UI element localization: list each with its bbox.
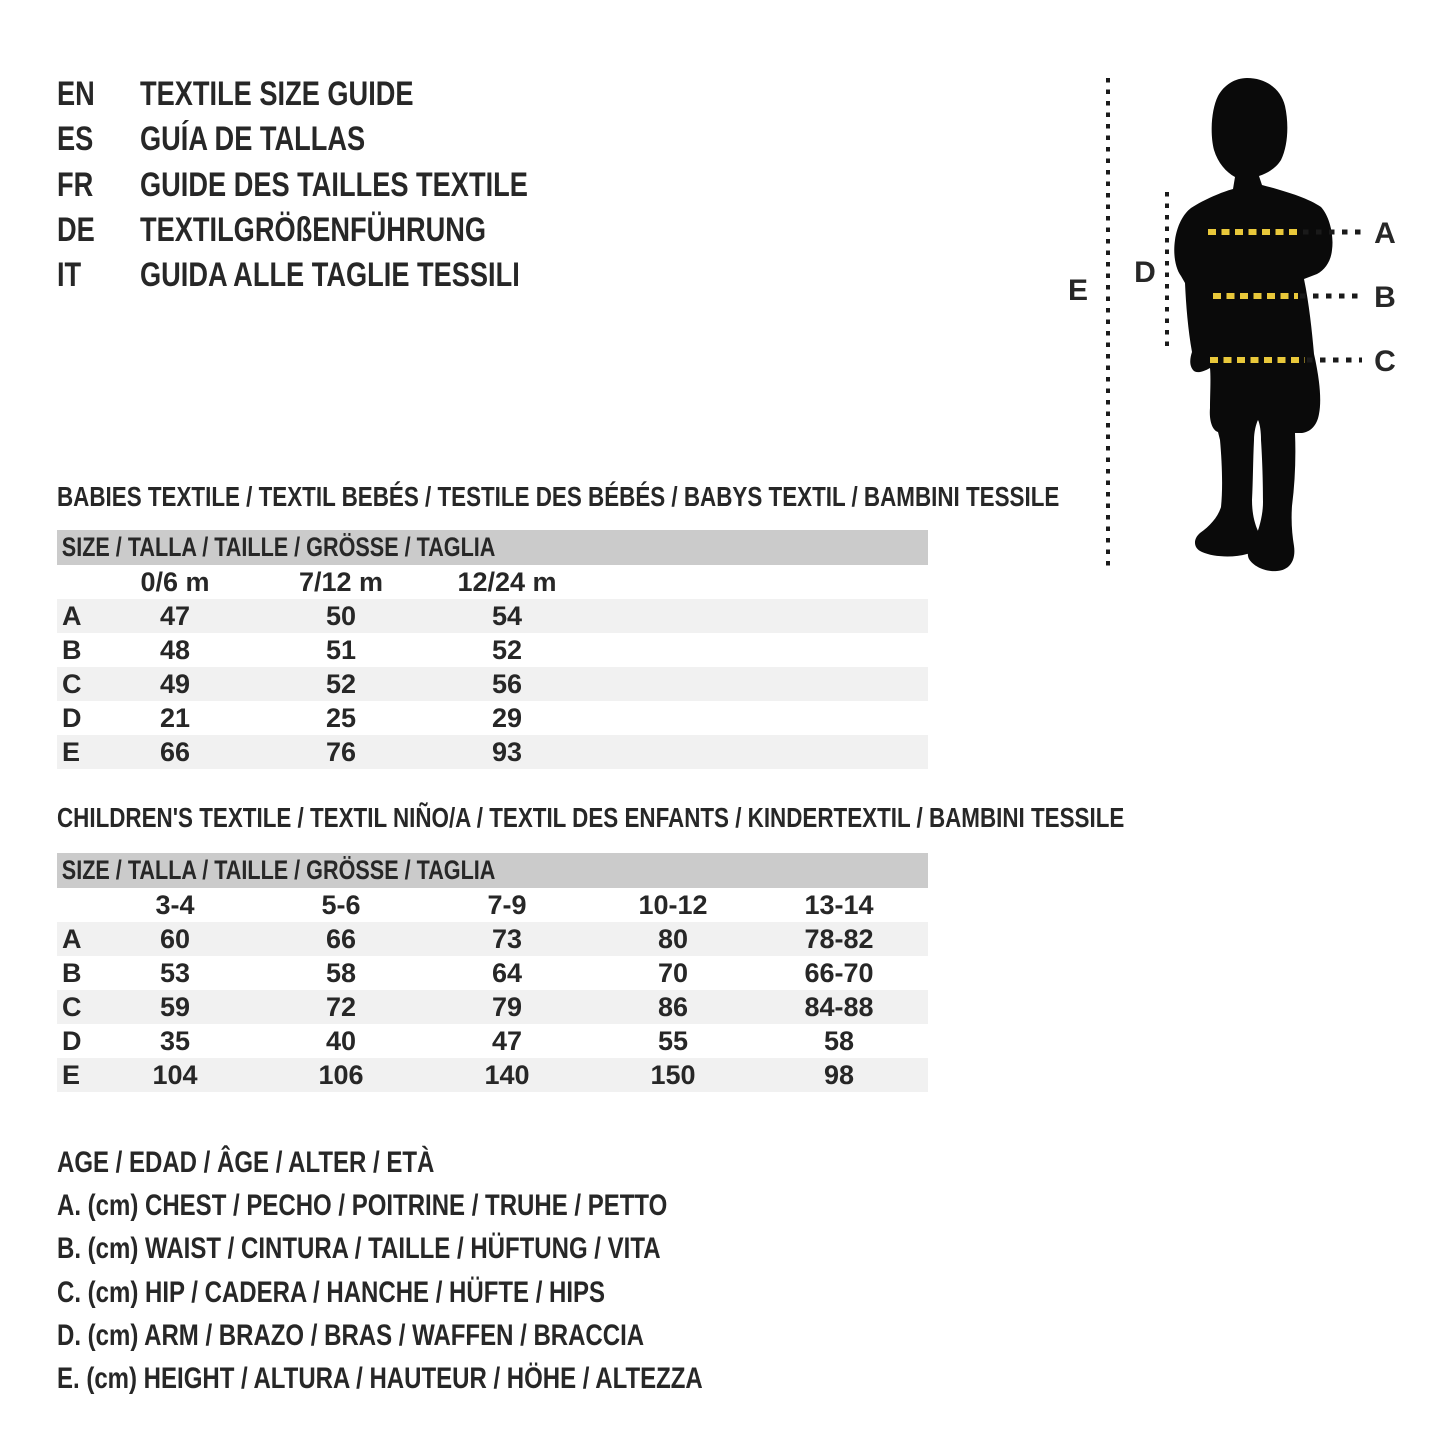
language-code: [57, 255, 140, 295]
legend-line-text: AGE / EDAD / ÂGE / ALTER / ETÀ: [57, 1146, 435, 1179]
size-column-header-row: [57, 888, 928, 922]
table-row: [57, 1058, 928, 1092]
table-row: [57, 922, 928, 956]
size-column-header: 3-4: [155, 889, 195, 920]
measure-value-cell: 47: [491, 1025, 523, 1056]
measure-value-cell: 48: [159, 634, 191, 665]
measure-row-label: B: [62, 957, 82, 988]
legend-line: [57, 1276, 742, 1310]
measure-value-cell: 60: [159, 923, 191, 954]
legend-line: [57, 1362, 864, 1396]
table-row: [57, 1024, 928, 1058]
figure-label-d: D: [1134, 256, 1156, 289]
language-title-row: [57, 210, 573, 250]
legend-line-text: D. (cm) ARM / BRAZO / BRAS / WAFFEN / BRACCIA: [57, 1318, 645, 1352]
table-row: [57, 956, 928, 990]
measure-value-cell: 150: [650, 1059, 696, 1090]
language-code: [57, 210, 140, 250]
measure-value-cell: 58: [823, 1025, 855, 1056]
babies-section-heading-text: BABIES TEXTILE / TEXTIL BEBÉS / TESTILE DES BÉBÉS / BABYS TEXTIL / BAMBINI TESSILE: [57, 481, 1060, 512]
measure-value-cell: 78-82: [804, 923, 874, 954]
measure-value-cell: 51: [325, 634, 357, 665]
children-size-table: [57, 853, 928, 1092]
size-column-header: 13-14: [804, 889, 874, 920]
measure-value-cell: 98: [823, 1059, 855, 1090]
language-title-text: GUIDE DES TAILLES TEXTILE: [140, 165, 528, 204]
table-row: [57, 990, 928, 1024]
measure-value-cell: 70: [657, 957, 689, 988]
measure-value-cell: 56: [491, 668, 523, 699]
figure-label-a: A: [1374, 217, 1396, 250]
measure-value-cell: 104: [152, 1059, 198, 1090]
language-title-text: TEXTILE SIZE GUIDE: [140, 75, 414, 113]
measure-value-cell: 53: [159, 957, 191, 988]
measure-value-cell: 59: [159, 991, 191, 1022]
figure-label-e: E: [1067, 274, 1089, 307]
children-size-bar: [57, 853, 928, 888]
measure-row-label: E: [62, 736, 81, 767]
measure-row-label: C: [62, 991, 82, 1022]
size-column-header: 10-12: [638, 889, 708, 920]
language-title-text: TEXTILGRÖßENFÜHRUNG: [140, 210, 487, 249]
children-section-heading-text: CHILDREN'S TEXTILE / TEXTIL NIÑO/A / TEXTIL DES ENFANTS / KINDERTEXTIL / BAMBINI TESSILE: [57, 802, 1125, 833]
legend-line: [57, 1232, 811, 1266]
measure-value-cell: 79: [491, 991, 523, 1022]
measure-row-label: D: [62, 702, 82, 733]
measure-value-cell: 29: [491, 702, 523, 733]
children-size-bar-text: SIZE / TALLA / TAILLE / GRÖSSE / TAGLIA: [61, 855, 496, 885]
measure-row-label: E: [62, 1059, 81, 1090]
language-title-row: [57, 119, 421, 159]
figure-label-c: C: [1374, 345, 1396, 378]
measure-value-cell: 35: [159, 1025, 191, 1056]
measure-value-cell: 80: [657, 923, 689, 954]
measure-value-cell: 52: [491, 634, 523, 665]
language-title-row: [57, 74, 482, 114]
measure-row-label: D: [62, 1025, 82, 1056]
legend-line: [57, 1319, 791, 1353]
language-title-row: [57, 255, 615, 295]
babies-section-heading: [57, 482, 1310, 512]
measure-row-label: A: [62, 600, 82, 631]
measure-value-cell: 66-70: [804, 957, 874, 988]
table-row: [57, 599, 928, 633]
measure-value-cell: 66: [325, 923, 357, 954]
measure-value-cell: 106: [318, 1059, 364, 1090]
language-code-text: ES: [57, 120, 94, 159]
figure-label-b: B: [1374, 281, 1396, 314]
measure-value-cell: 76: [325, 736, 357, 767]
size-column-header: 12/24 m: [457, 566, 557, 597]
table-row: [57, 667, 928, 701]
measure-value-cell: 55: [657, 1025, 689, 1056]
babies-size-table: [57, 530, 928, 769]
measure-value-cell: 54: [491, 600, 523, 631]
language-title-text: GUÍA DE TALLAS: [140, 120, 366, 159]
size-column-header: 0/6 m: [140, 566, 210, 597]
measure-value-cell: 25: [325, 702, 357, 733]
measure-row-label: C: [62, 668, 82, 699]
measurement-figure: [1020, 60, 1445, 600]
measure-row-label: A: [62, 923, 82, 954]
children-section-heading: [57, 803, 1391, 833]
measure-value-cell: 58: [325, 957, 357, 988]
table-row: [57, 701, 928, 735]
size-column-header: 7/12 m: [298, 566, 384, 597]
measure-value-cell: 40: [325, 1025, 357, 1056]
language-title-row: [57, 165, 625, 205]
measure-value-cell: 21: [159, 702, 191, 733]
language-code-text: IT: [57, 256, 82, 295]
language-code-text: FR: [57, 165, 94, 204]
measure-value-cell: 72: [325, 991, 357, 1022]
legend-line: [57, 1146, 529, 1180]
legend-line-text: A. (cm) CHEST / PECHO / POITRINE / TRUHE / PETTO: [57, 1189, 668, 1223]
measure-value-cell: 49: [159, 668, 191, 699]
measure-value-cell: 84-88: [804, 991, 874, 1022]
legend-line-text: B. (cm) WAIST / CINTURA / TAILLE / HÜFTUNG / VITA: [57, 1232, 661, 1266]
measure-value-cell: 86: [657, 991, 689, 1022]
language-title-text: GUIDA ALLE TAGLIE TESSILI: [140, 256, 520, 295]
language-code: [57, 165, 140, 205]
measure-value-cell: 50: [325, 600, 357, 631]
size-column-header: 7-9: [487, 889, 527, 920]
measure-value-cell: 64: [491, 957, 523, 988]
size-column-header: 5-6: [321, 889, 361, 920]
measure-value-cell: 52: [325, 668, 357, 699]
table-row: [57, 633, 928, 667]
measure-value-cell: 93: [491, 736, 523, 767]
language-code-text: DE: [57, 210, 95, 249]
babies-size-bar-text: SIZE / TALLA / TAILLE / GRÖSSE / TAGLIA: [61, 532, 496, 562]
table-row: [57, 735, 928, 769]
language-code: [57, 119, 140, 159]
measure-row-label: B: [62, 634, 82, 665]
legend-line-text: C. (cm) HIP / CADERA / HANCHE / HÜFTE / HIPS: [57, 1275, 606, 1309]
language-code: [57, 74, 140, 114]
legend-line: [57, 1189, 820, 1223]
size-column-header-row: [57, 565, 928, 599]
measure-value-cell: 47: [159, 600, 191, 631]
measure-value-cell: 140: [484, 1059, 530, 1090]
legend-line-text: E. (cm) HEIGHT / ALTURA / HAUTEUR / HÖHE / ALTEZZA: [57, 1362, 703, 1395]
language-code-text: EN: [57, 75, 95, 113]
measure-value-cell: 66: [159, 736, 191, 767]
measure-value-cell: 73: [491, 923, 523, 954]
babies-size-bar: [57, 530, 928, 565]
